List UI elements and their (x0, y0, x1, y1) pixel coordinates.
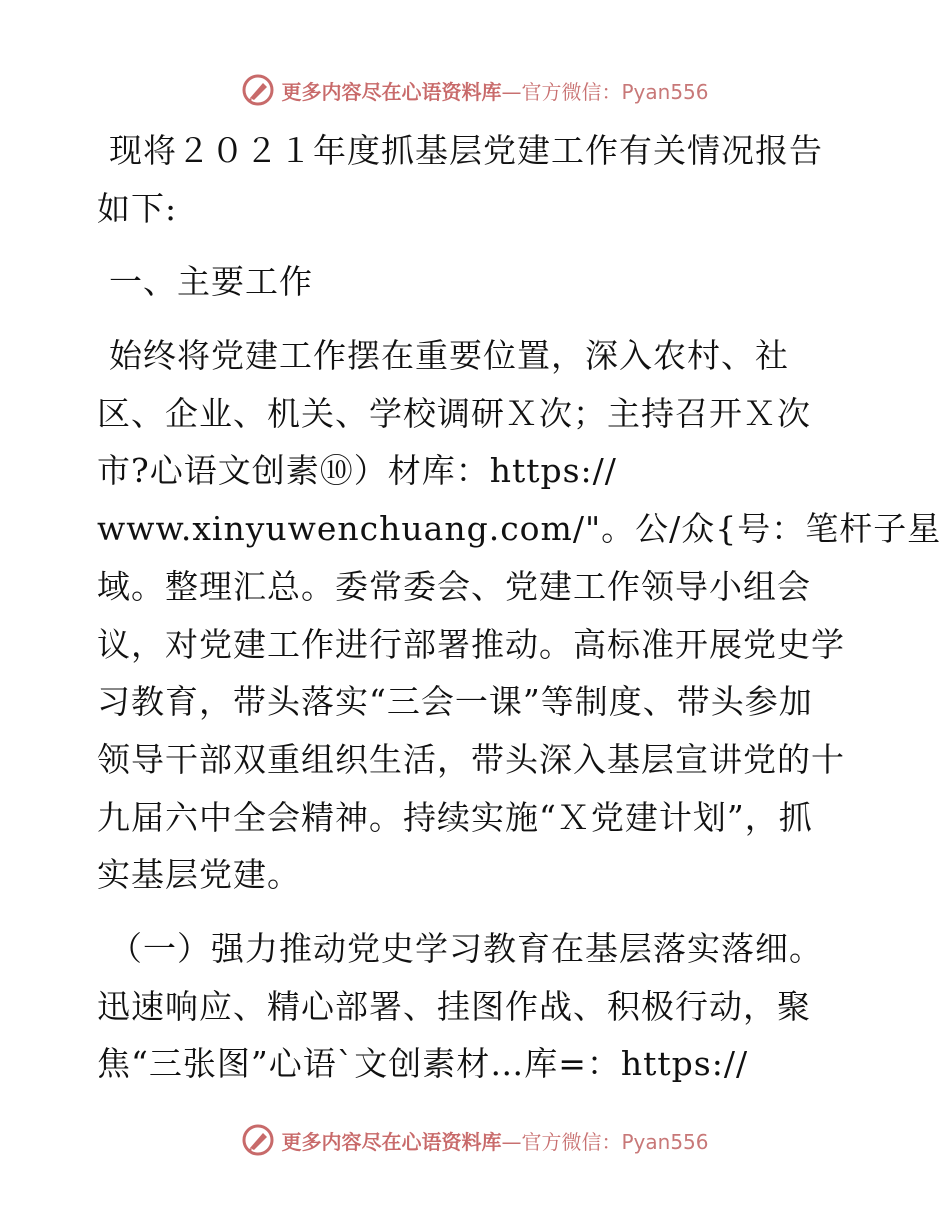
watermark-text (281, 76, 708, 105)
text-line: 九届六中全会精神。持续实施“Ｘ党建计划”，抓 (97, 797, 813, 837)
section-heading (97, 253, 857, 311)
text-line: 区、企业、机关、学校调研Ｘ次；主持召开Ｘ次 (97, 393, 811, 433)
text-line: 始终将党建工作摆在重要位置，深入农村、社 (109, 336, 789, 376)
watermark-text (281, 1126, 708, 1155)
text-line: （一）强力推动党史学习教育在基层落实落细。 (109, 928, 823, 968)
text-line: 现将２０２１年度抓基层党建工作有关情况报告 (109, 131, 823, 170)
text-line: 如下: (97, 188, 178, 228)
text-line: 议，对党建工作进行部署推动。高标准开展党史学 (97, 624, 845, 664)
header-watermark (0, 70, 950, 110)
watermark-brand: 更多内容尽在心语资料库 (281, 1129, 502, 1154)
text-line: 迅速响应、精心部署、挂图作战、积极行动，聚 (97, 986, 811, 1026)
text-line: 市?心语文创素⑩）材库：https:// (97, 451, 617, 491)
watermark-wechat-id: Pyan556 (621, 79, 709, 104)
heading-line: 一、主要工作 (109, 262, 313, 302)
watermark-official: 官方微信： (521, 79, 622, 104)
paragraph-intro (97, 122, 857, 237)
paragraph-subsection-1 (97, 920, 857, 1093)
text-line: 实基层党建。 (97, 855, 301, 895)
text-line: www.xinyuwenchuang.com/"。公/众{号：笔杆子星 (97, 509, 942, 549)
text-line: 域。整理汇总。委常委会、党建工作领导小组会 (97, 566, 811, 606)
watermark-wechat-id: Pyan556 (621, 1129, 709, 1154)
watermark-dash: — (501, 79, 522, 104)
watermark-dash: — (501, 1129, 522, 1154)
footer-watermark (0, 1120, 950, 1160)
pen-logo-icon (241, 1123, 275, 1157)
text-line: 领导干部双重组织生活，带头深入基层宣讲党的十 (97, 739, 845, 779)
pen-logo-icon (241, 73, 275, 107)
text-line: 习教育，带头落实“三会一课”等制度、带头参加 (97, 682, 813, 722)
paragraph-main-work (97, 327, 942, 904)
watermark-official: 官方微信： (521, 1129, 622, 1154)
text-line: 焦“三张图”心语`文创素材…库=：https:// (97, 1044, 749, 1084)
document-body (97, 122, 942, 1093)
watermark-brand: 更多内容尽在心语资料库 (281, 79, 502, 104)
